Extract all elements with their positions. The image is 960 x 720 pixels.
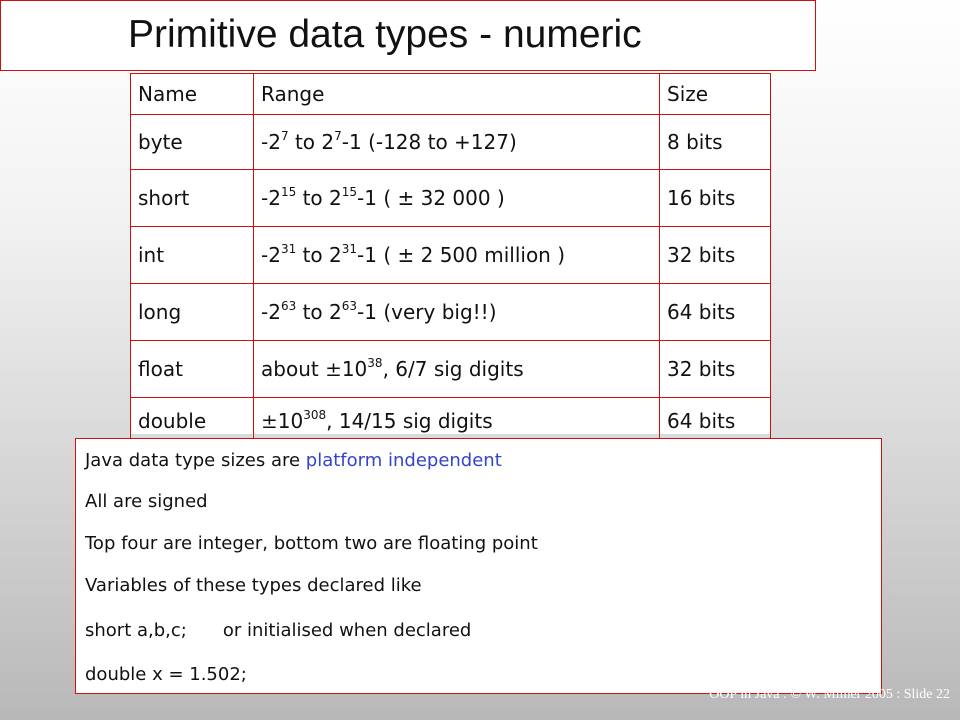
header-name: Name [131, 74, 254, 115]
type-range: $\pm 10^{308}$, 14/15 sig digits [254, 398, 660, 445]
table-row [131, 341, 771, 398]
type-name: byte [131, 115, 254, 170]
type-name: int [131, 227, 254, 284]
data-types-table-container [130, 73, 770, 434]
table-row [131, 227, 771, 284]
type-range: about $\pm 10^{38}$, 6/7 sig digits [254, 341, 660, 398]
data-types-table [130, 73, 771, 445]
type-size: 16 bits [660, 170, 771, 227]
note-declared-like: Variables of these types declared like [85, 575, 422, 596]
platform-independent-highlight: platform independent [305, 450, 502, 471]
note-integer-floating: Top four are integer, bottom two are floating point [85, 533, 538, 554]
notes-box [75, 438, 882, 694]
type-size: 8 bits [660, 115, 771, 170]
table-row [131, 170, 771, 227]
type-range: $-2^7$ to $2^7-1$ (-128 to +127) [254, 115, 660, 170]
type-range: $-2^{15}$ to $2^{15}-1$ ( ± 32 000 ) [254, 170, 660, 227]
type-range: $-2^{31}$ to $2^{31}-1$ ( ± 2 500 million ) [254, 227, 660, 284]
note-declaration-example: short a,b,c; or initialised when declared [85, 620, 472, 641]
slide-footer: OOP in Java : © W. Milner 2005 : Slide 22 [709, 687, 950, 702]
note-signed: All are signed [85, 491, 208, 512]
header-size: Size [660, 74, 771, 115]
type-name: short [131, 170, 254, 227]
note-initialisation-example: double x = 1.502; [85, 664, 247, 685]
header-range: Range [254, 74, 660, 115]
type-range: $-2^{63}$ to $2^{63}-1$ (very big!!) [254, 284, 660, 341]
type-name: long [131, 284, 254, 341]
note-platform-independent: Java data type sizes are platform independent [85, 450, 502, 471]
title-box [0, 0, 816, 71]
table-header-row [131, 74, 771, 115]
type-name: float [131, 341, 254, 398]
table-row [131, 284, 771, 341]
type-size: 32 bits [660, 227, 771, 284]
type-size: 64 bits [660, 284, 771, 341]
type-size: 64 bits [660, 398, 771, 445]
slide-title: Primitive data types - numeric [128, 13, 642, 56]
type-size: 32 bits [660, 341, 771, 398]
type-name: double [131, 398, 254, 445]
table-row [131, 115, 771, 170]
